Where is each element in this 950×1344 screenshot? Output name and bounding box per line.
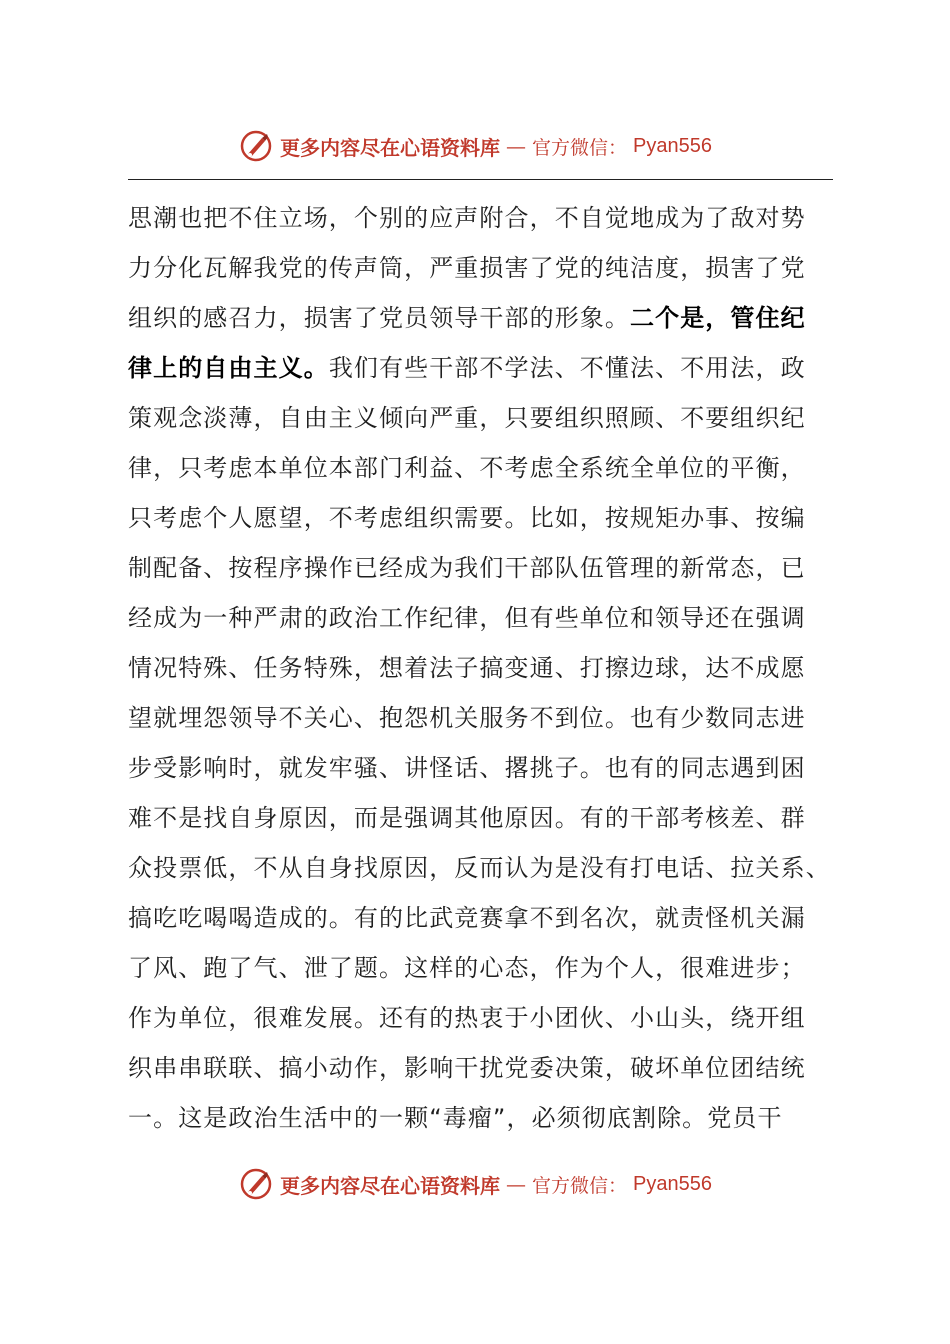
page-footer — [0, 1162, 950, 1206]
text-line: 了风、跑了气、泄了题。这样的心态，作为个人，很难进步； — [128, 954, 806, 982]
header-divider — [128, 179, 833, 180]
text-line: 思潮也把不住立场，个别的应声附合，不自觉地成为了敌对势 — [128, 204, 806, 232]
text-line: 步受影响时，就发牢骚、讲怪话、撂挑子。也有的同志遇到困 — [128, 754, 806, 782]
page-header — [0, 124, 950, 168]
text-line: 众投票低，不从自身找原因，反而认为是没有打电话、拉关系、 — [128, 854, 831, 882]
document-body — [128, 193, 843, 1143]
text-line: 望就埋怨领导不关心、抱怨机关服务不到位。也有少数同志进 — [128, 704, 806, 732]
emphasis-heading-part2: 律上的自由主义。 — [128, 354, 329, 382]
text-line — [128, 293, 843, 343]
text-line: 一。这是政治生活中的一颗“毒瘤”，必须彻底割除。党员干 — [128, 1104, 783, 1132]
pen-logo-icon — [238, 128, 274, 164]
text-span: 我们有些干部不学法、不懂法、不用法，政 — [328, 354, 806, 382]
pen-logo-icon — [238, 1166, 274, 1202]
text-line: 力分化瓦解我党的传声筒，严重损害了党的纯洁度，损害了党 — [128, 254, 806, 282]
footer-banner-wechat-label: 官方微信： — [532, 1174, 628, 1197]
text-line: 织串串联联、搞小动作，影响干扰党委决策，破坏单位团结统 — [128, 1054, 806, 1082]
text-line: 经成为一种严肃的政治工作纪律，但有些单位和领导还在强调 — [128, 604, 806, 632]
text-span: 组织的感召力，损害了党员领导干部的形象。 — [128, 304, 630, 332]
text-line: 制配备、按程序操作已经成为我们干部队伍管理的新常态，已 — [128, 554, 806, 582]
footer-banner-dash: — — [506, 1172, 526, 1196]
header-banner-dash: — — [506, 134, 526, 158]
header-banner-wechat-id: Pyan556 — [633, 134, 712, 157]
text-line: 律，只考虑本单位本部门利益、不考虑全系统全单位的平衡， — [128, 454, 806, 482]
header-banner — [238, 128, 712, 164]
footer-banner — [238, 1166, 712, 1202]
footer-banner-wechat-id: Pyan556 — [633, 1172, 712, 1195]
text-line: 策观念淡薄，自由主义倾向严重，只要组织照顾、不要组织纪 — [128, 404, 806, 432]
footer-banner-title: 更多内容尽在心语资料库 — [280, 1173, 500, 1198]
text-line — [128, 343, 843, 393]
emphasis-heading-part1: 二个是，管住纪 — [630, 304, 806, 332]
header-banner-wechat-label: 官方微信： — [532, 136, 628, 159]
header-banner-title: 更多内容尽在心语资料库 — [280, 135, 500, 160]
text-line: 只考虑个人愿望，不考虑组织需要。比如，按规矩办事、按编 — [128, 504, 806, 532]
text-line: 作为单位，很难发展。还有的热衷于小团伙、小山头，绕开组 — [128, 1004, 806, 1032]
text-line: 情况特殊、任务特殊，想着法子搞变通、打擦边球，达不成愿 — [128, 654, 806, 682]
text-line: 难不是找自身原因，而是强调其他原因。有的干部考核差、群 — [128, 804, 806, 832]
text-line: 搞吃吃喝喝造成的。有的比武竞赛拿不到名次，就责怪机关漏 — [128, 904, 806, 932]
